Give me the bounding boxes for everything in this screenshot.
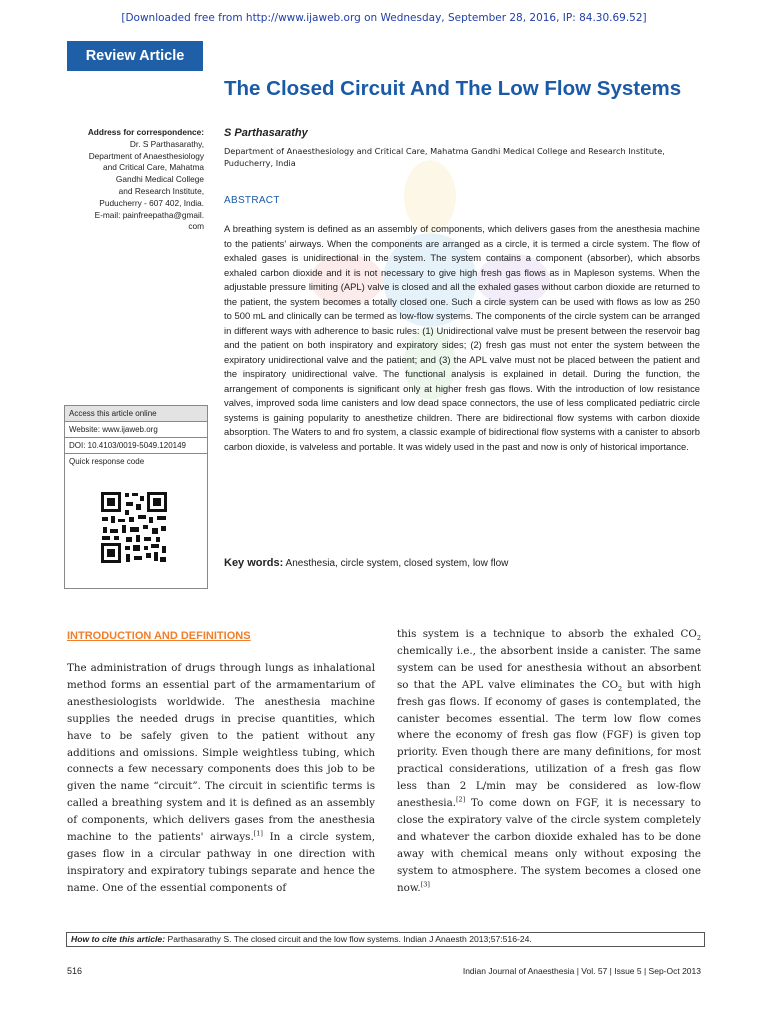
address-email[interactable]: E-mail: painfreepatha@gmail. — [94, 209, 204, 220]
correspondence-label: Address for correspondence: — [87, 127, 204, 137]
access-website-link[interactable]: Website: www.ijaweb.org — [65, 422, 207, 438]
body-text: To come down on FGF, it is necessary to close the expiratory valve of the circle system completely and whatever the carbon dioxide exhaled has to be done away with chemical means only without exposing the system to atmosphere. The system becomes a closed one now. — [397, 797, 701, 894]
address-line: and Research Institute, — [118, 185, 204, 196]
keywords-list: Anesthesia, circle system, closed system, low flow — [285, 558, 509, 569]
citation-ref[interactable]: [2] — [456, 795, 466, 804]
address-line: and Critical Care, Mahatma — [103, 162, 204, 173]
body-column-left — [67, 660, 375, 897]
article-title: The Closed Circuit And The Low Flow Systems — [224, 77, 682, 100]
cite-text: Parthasarathy S. The closed circuit and the low flow systems. Indian J Anaesth 2013;57:516-24. — [165, 934, 532, 944]
cite-label: How to cite this article: — [71, 934, 166, 944]
abstract-text: A breathing system is defined as an assembly of components, which delivers gases from the anesthesia machine to the patients' airways. When the components are arranged as a circle, it is termed a circle system. The flow of exhaled gases is unidirectional in the system. The system contains a component (absorber), which absorbs exhaled carbon dioxide and it is not necessary to give high fresh gas flows as in Mapleson systems. When the adjustable pressure limiting (APL) valve is closed and all the exhaled gases without carbon dioxide are returned to the patient, the system becomes a totally closed one. Such a circle system can be used with flows as low as 250 to 500 mL and clinically can be termed as low-flow systems. The components of the circle system can be arranged in different ways with adherence to basic rules: (1) Unidirectional valve must be present between the reservoir bag and the patient on both inspiratory and expiratory sides; (2) fresh gas must not enter the system between the expiratory unidirectional valve and the patient; and (3) the APL valve must not be placed between the patient and the inspiratory unidirectional valve. The functional analysis is explained in detail. During the function, the arrangement of components is significant only at higher fresh gas flows. With the introduction of low resistance valves, improved soda lime canisters and low dead space connectors, the use of less complicated pediatric circle systems is gaining popularity to anesthetize children. There are bidirectional flow systems with carbon dioxide absorption. The Waters to and fro system, a classic example of bidirectional flow systems with a canister to absorb carbon dioxide, is valveless and portable. It was widely used in the past and now is only of historical importance. — [224, 223, 700, 452]
address-email-tail[interactable]: com — [188, 221, 204, 232]
address-line: Dr. S Parthasarathy, — [129, 138, 204, 149]
body-text: this system is a technique to absorb the exhaled CO — [397, 628, 697, 640]
qr-code-icon[interactable] — [99, 490, 169, 565]
body-text: chemically i.e., the absorbent inside a canister. The same system can be used for anesthesia without an absorbent so that the APL valve eliminates the CO — [397, 644, 701, 691]
article-type-badge: Review Article — [67, 41, 203, 71]
body-column-right — [397, 626, 701, 897]
citation-ref[interactable]: [1] — [253, 829, 263, 838]
address-line: Puducherry - 607 402, India. — [99, 197, 204, 208]
abstract-heading: ABSTRACT — [224, 195, 280, 206]
author-name: S Parthasarathy — [224, 127, 308, 139]
citation-ref[interactable]: [3] — [420, 880, 430, 889]
qr-code-label: Quick response code — [69, 457, 145, 466]
subscript: 2 — [696, 634, 701, 643]
body-paragraph-cont: In a circle system, gases flow in a circular pathway in one direction with inspiratory and expiratory tubings separate and hence the name. One of the essential components of — [67, 831, 375, 894]
keywords-label: Key words: — [224, 557, 284, 569]
address-line: Gandhi Medical College — [115, 174, 204, 185]
correspondence-address — [40, 127, 204, 233]
body-text: but with high fresh gas flows. If economy of gases is contemplated, the canister becomes essential. The term low flow comes where the economy of fresh gas flow (FGF) is given top priority. Even though there are many definitions, for most practical considerations, utilization of a fresh gas flow less than 2 L/min may be considered as low-flow anesthesia. — [397, 678, 701, 810]
download-notice: [Downloaded free from http://www.ijaweb.org on Wednesday, September 28, 2016, IP: 84.30.69.52] — [121, 12, 647, 24]
access-doi-link[interactable]: DOI: 10.4103/0019-5049.120149 — [65, 438, 207, 454]
journal-footer: Indian Journal of Anaesthesia | Vol. 57 | Issue 5 | Sep-Oct 2013 — [462, 966, 701, 976]
page-number: 516 — [67, 966, 83, 976]
subscript: 2 — [618, 684, 623, 693]
keywords — [224, 557, 508, 569]
access-box-header: Access this article online — [65, 406, 207, 422]
how-to-cite-box — [66, 932, 705, 947]
author-affiliation: Department of Anaesthesiology and Critical Care, Mahatma Gandhi Medical College and Research Institute, Puducherry, India — [224, 146, 665, 168]
section-heading-introduction: INTRODUCTION AND DEFINITIONS — [67, 630, 251, 642]
body-paragraph: The administration of drugs through lungs as inhalational method forms an essential part of the armamentarium of anesthesiologists worldwide. The anesthesia machine supplies the needed drugs in precise quantities, which have to be safely given to the patient without any additions and omissions. Simple weightless tubing, which connects a few necessary components does this job to be given the name “circuit”. The circuit in scientific terms is called a breathing system and it is defined as an assembly of components, which delivers gases from the anesthesia machine to the patients' airways. — [67, 662, 375, 844]
address-line: Department of Anaesthesiology — [88, 150, 204, 161]
